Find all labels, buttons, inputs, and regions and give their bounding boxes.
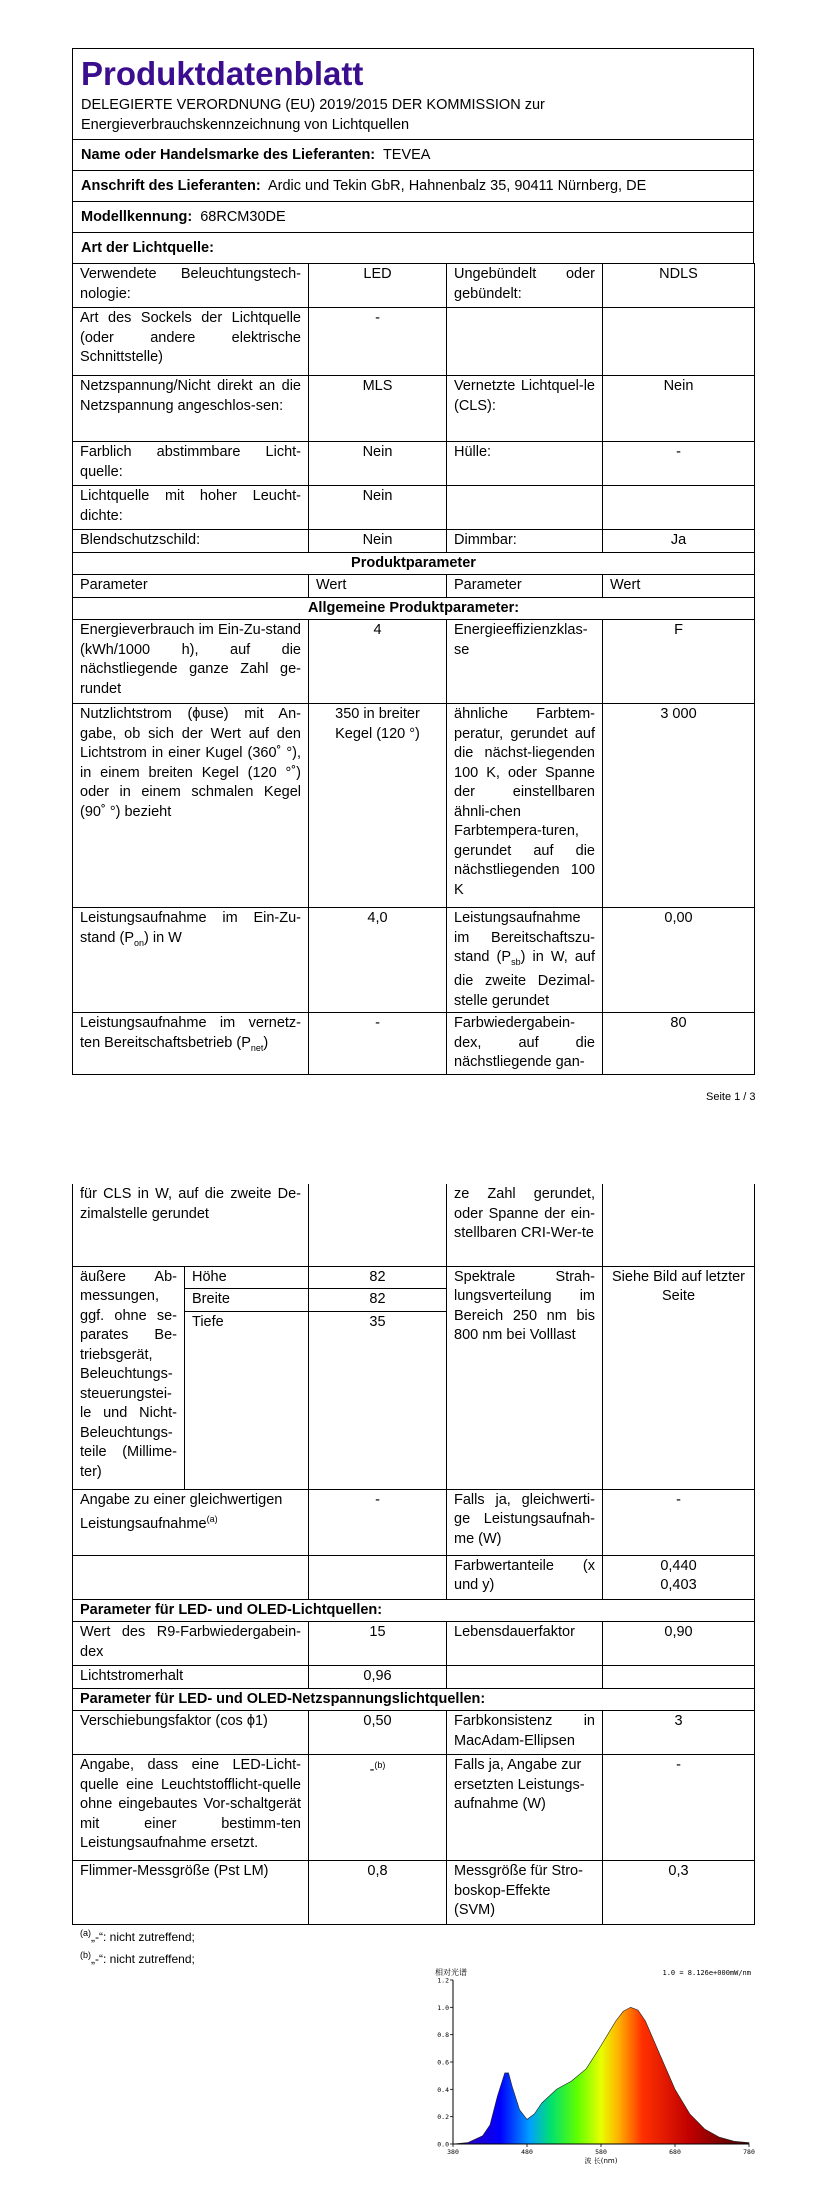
stroboscopic-metric-value: 0,3	[603, 1861, 755, 1925]
tech-value: LED	[309, 264, 447, 308]
fluorescent-replacement-label: Angabe, dass eine LED-Licht-quelle eine Leuchtstofflicht-quelle ohne eingebautes Vor-schaltgerät mit einer bestimm-ten Leistungsaufnahme ersetzt.	[73, 1755, 309, 1861]
spectral-distribution-label: Spektrale Strah-lungsverteilung im Bereich 250 nm bis 800 nm bei Volllast	[447, 1266, 603, 1489]
page-title: Produktdatenblatt	[81, 55, 364, 92]
equivalent-power-w-label: Falls ja, gleichwerti-ge Leistungsaufnah-me (W)	[447, 1489, 603, 1555]
y-tick-label: 1.2	[437, 1976, 449, 1985]
fluorescent-replacement-value: -$^{(b)}$	[309, 1755, 447, 1861]
empty-cell	[603, 308, 755, 376]
supplier-name-label: Name oder Handelsmarke des Lieferanten:	[81, 147, 376, 163]
supplier-address-row	[72, 170, 754, 201]
y-tick-label: 0.6	[437, 2058, 449, 2067]
datasheet-page-2	[72, 1184, 754, 1925]
cri-label-cont: ze Zahl gerundet, oder Spanne der ein-stellbaren CRI-Wer-te	[447, 1184, 603, 1266]
cls-value: Nein	[603, 376, 755, 442]
r9-label: Wert des R9-Farbwiedergabein-dex	[73, 1622, 309, 1666]
dimensions-label: äußere Ab-messungen, ggf. ohne se-parates Be-triebsgerät, Beleuchtungs-steuerungstei-le und Nicht-Beleuchtungs-teile (Millime-ter)	[73, 1266, 185, 1489]
empty-cell	[447, 1666, 603, 1689]
survival-factor-label: Lebensdauerfaktor	[447, 1622, 603, 1666]
supplier-address-label: Anschrift des Lieferanten:	[81, 178, 261, 194]
high-luminance-value: Nein	[309, 486, 447, 530]
cap-label: Art des Sockels der Lichtquelle (oder andere elektrische Schnittstelle)	[73, 308, 309, 376]
cri-label: Farbwiedergabein-dex, auf die nächstliegende gan-	[447, 1013, 603, 1075]
regulation-text: DELEGIERTE VERORDNUNG (EU) 2019/2015 DER KOMMISSION zur Energieverbrauchskennzeichnung von Lichtquellen	[81, 97, 545, 133]
focused-value: NDLS	[603, 264, 755, 308]
spectrum-scale: 1.0 = 8.126e+000mW/nm	[662, 1969, 751, 1977]
y-tick-label: 1.0	[437, 2003, 449, 2012]
model-id: 68RCM30DE	[200, 209, 286, 225]
depth-value: 35	[309, 1311, 447, 1489]
light-source-table	[72, 263, 755, 1075]
chromaticity-value: 0,440 0,403	[603, 1555, 755, 1599]
dimmable-label: Dimmbar:	[447, 530, 603, 553]
equivalent-power-w-value: -	[603, 1489, 755, 1555]
equivalent-power-label: Angabe zu einer gleichwertigen Leistungsaufnahme$^{(a)}$	[73, 1489, 309, 1555]
empty-cell	[309, 1555, 447, 1599]
envelope-value: -	[603, 442, 755, 486]
cct-value: 3 000	[603, 704, 755, 908]
y-tick-label: 0.2	[437, 2113, 449, 2122]
lumen-maintenance-value: 0,96	[309, 1666, 447, 1689]
x-tick-label: 580	[595, 2148, 607, 2156]
supplier-address: Ardic und Tekin GbR, Hahnenbalz 35, 90411 Nürnberg, DE	[267, 178, 647, 194]
x-tick-label: 680	[669, 2148, 681, 2156]
spectrum-area	[453, 2007, 749, 2144]
col-header-parameter: Parameter	[73, 575, 309, 598]
standby-power-value: 0,00	[603, 908, 755, 1013]
cct-label: ähnliche Farbtem-peratur, gerundet auf die nächst-liegenden 100 K, oder Spanne der einstellbaren ähnli-chen Farbtempera-turen, gerundet auf die nächstliegenden 100 K	[447, 704, 603, 908]
product-params-heading: Produktparameter	[73, 552, 755, 575]
page-number: Seite 1 / 3	[706, 1091, 756, 1103]
col-header-value: Wert	[603, 575, 755, 598]
flicker-metric-label: Flimmer-Messgröße (Pst LM)	[73, 1861, 309, 1925]
replaced-power-label: Falls ja, Angabe zur ersetzten Leistungs-aufnahme (W)	[447, 1755, 603, 1861]
cls-label: Vernetzte Lichtquel-le (CLS):	[447, 376, 603, 442]
x-tick-label: 780	[743, 2148, 755, 2156]
datasheet-page-1	[72, 48, 754, 1075]
general-params-heading: Allgemeine Produktparameter:	[73, 597, 755, 620]
tech-label: Verwendete Beleuchtungstech-nologie:	[73, 264, 309, 308]
colour-tunable-label: Farblich abstimmbare Licht-quelle:	[73, 442, 309, 486]
networked-standby-label: Leistungsaufnahme im vernetz-ten Bereitschaftsbetrieb $(P_{net})$	[73, 1013, 309, 1075]
mains-label: Netzspannung/Nicht direkt an die Netzspannung angeschlos-sen:	[73, 376, 309, 442]
empty-cell	[447, 308, 603, 376]
width-value: 82	[309, 1289, 447, 1312]
footnote-b: $^{(b)}$„-“: nicht zutreffend;	[80, 1950, 195, 1966]
width-label: Breite	[185, 1289, 309, 1312]
y-tick-label: 0.8	[437, 2031, 449, 2040]
standby-power-label: Leistungsaufnahme im Bereitschaftszu-stand $(P_{sb})$ in W, auf die zweite Dezimal-stelle gerundet	[447, 908, 603, 1013]
on-mode-power-label: Leistungsaufnahme im Ein-Zu-stand $(P_{on})$ in W	[73, 908, 309, 1013]
high-luminance-label: Lichtquelle mit hoher Leucht-dichte:	[73, 486, 309, 530]
anti-glare-label: Blendschutzschild:	[73, 530, 309, 553]
colour-consistency-value: 3	[603, 1711, 755, 1755]
displacement-factor-value: 0,50	[309, 1711, 447, 1755]
on-mode-power-value: 4,0	[309, 908, 447, 1013]
survival-factor-value: 0,90	[603, 1622, 755, 1666]
mains-params-heading: Parameter für LED- und OLED-Netzspannungslichtquellen:	[73, 1688, 755, 1711]
colour-consistency-label: Farbkonsistenz in MacAdam-Ellipsen	[447, 1711, 603, 1755]
dimmable-value: Ja	[603, 530, 755, 553]
empty-cell	[309, 1184, 447, 1266]
col-header-value: Wert	[309, 575, 447, 598]
spectrum-title: 相对光谱	[435, 1968, 467, 1977]
networked-standby-label-cont: für CLS in W, auf die zweite De-zimalstelle gerundet	[73, 1184, 309, 1266]
x-tick-label: 380	[447, 2148, 459, 2156]
y-tick-label: 0.0	[437, 2140, 449, 2149]
stroboscopic-metric-label: Messgröße für Stro-boskop-Effekte (SVM)	[447, 1861, 603, 1925]
height-value: 82	[309, 1266, 447, 1289]
light-source-type-heading: Art der Lichtquelle:	[72, 232, 754, 263]
led-params-heading: Parameter für LED- und OLED-Lichtquellen:	[73, 1599, 755, 1622]
energy-class-value: F	[603, 620, 755, 704]
replaced-power-value: -	[603, 1755, 755, 1861]
energy-consumption-value: 4	[309, 620, 447, 704]
col-header-parameter: Parameter	[447, 575, 603, 598]
supplier-name: TEVEA	[382, 147, 431, 163]
y-tick-label: 0.4	[437, 2085, 449, 2094]
focused-label: Ungebündelt oder gebündelt:	[447, 264, 603, 308]
energy-consumption-label: Energieverbrauch im Ein-Zu-stand (kWh/1000 h), auf die nächstliegende ganze Zahl ge-rundet	[73, 620, 309, 704]
useful-flux-value: 350 in breiter Kegel (120 °)	[309, 704, 447, 908]
networked-standby-value: -	[309, 1013, 447, 1075]
equivalent-power-value: -	[309, 1489, 447, 1555]
spectrum-plot-area	[437, 1977, 755, 2166]
model-row	[72, 201, 754, 232]
lumen-maintenance-label: Lichtstromerhalt	[73, 1666, 309, 1689]
empty-cell	[603, 1666, 755, 1689]
x-axis-label: 波 长(nm)	[584, 2157, 618, 2165]
supplier-name-row	[72, 139, 754, 170]
r9-value: 15	[309, 1622, 447, 1666]
title-block	[72, 48, 754, 139]
empty-cell	[73, 1555, 309, 1599]
footnote-a: $^{(a)}$„-“: nicht zutreffend;	[80, 1928, 195, 1944]
depth-label: Tiefe	[185, 1311, 309, 1489]
x-tick-label: 480	[521, 2148, 533, 2156]
cap-value: -	[309, 308, 447, 376]
spectrum-chart	[433, 1966, 755, 2166]
empty-cell	[447, 486, 603, 530]
cri-value: 80	[603, 1013, 755, 1075]
chromaticity-label: Farbwertanteile (x und y)	[447, 1555, 603, 1599]
empty-cell	[603, 486, 755, 530]
displacement-factor-label: Verschiebungsfaktor (cos ϕ1)	[73, 1711, 309, 1755]
parameters-table-continued	[72, 1184, 755, 1925]
anti-glare-value: Nein	[309, 530, 447, 553]
empty-cell	[603, 1184, 755, 1266]
spectral-distribution-value: Siehe Bild auf letzter Seite	[603, 1266, 755, 1489]
mains-value: MLS	[309, 376, 447, 442]
flicker-metric-value: 0,8	[309, 1861, 447, 1925]
envelope-label: Hülle:	[447, 442, 603, 486]
model-label: Modellkennung:	[81, 209, 193, 225]
colour-tunable-value: Nein	[309, 442, 447, 486]
energy-class-label: Energieeffizienzklas-se	[447, 620, 603, 704]
useful-flux-label: Nutzlichtstrom (ϕuse) mit An-gabe, ob sich der Wert auf den Lichtstrom in einer Kugel (360˚ °), in einem breiten Kegel (120 °˚) oder in einem schmalen Kegel (90˚ °) bezieht	[73, 704, 309, 908]
height-label: Höhe	[185, 1266, 309, 1289]
